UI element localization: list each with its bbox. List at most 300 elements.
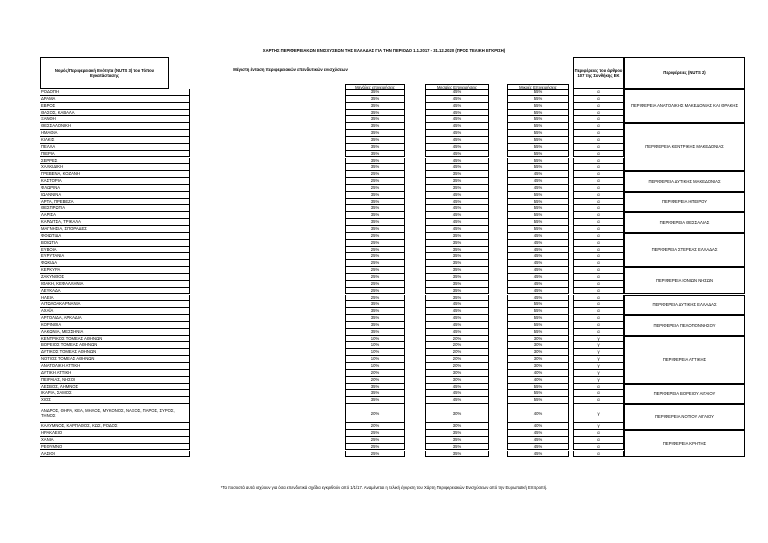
cell-area: ΚΟΡΙΝΘΙΑ — [40, 322, 190, 329]
cell-medium: 35% — [425, 274, 489, 281]
cell-large: 35% — [345, 199, 405, 206]
cell-area: ΑΡΤΑ, ΠΡΕΒΕΖΑ — [40, 199, 190, 206]
region-name: ΠΕΡΙΦΕΡΕΙΑ ΘΕΣΣΑΛΙΑΣ — [659, 219, 710, 225]
region-cell — [624, 336, 745, 384]
cell-medium: 45% — [425, 123, 489, 130]
table-row — [40, 390, 624, 397]
table-row — [40, 329, 624, 336]
cell-article: γ — [573, 363, 624, 370]
cell-article: α — [573, 96, 624, 103]
cell-area: ΕΥΡΥΤΑΝΙΑ — [40, 253, 190, 260]
cell-large: 25% — [345, 185, 405, 192]
cell-area: ΖΑΚΥΝΘΟΣ — [40, 274, 190, 281]
cell-area: ΡΟΔΟΠΗ — [40, 89, 190, 96]
table-row — [40, 178, 624, 185]
cell-area: ΙΘΑΚΗ, ΚΕΦΑΛΛΗΝΙΑ — [40, 281, 190, 288]
cell-large: 25% — [345, 178, 405, 185]
cell-small: 55% — [507, 329, 569, 336]
cell-small: 40% — [507, 377, 569, 384]
cell-article: γ — [573, 336, 624, 343]
cell-medium: 45% — [425, 164, 489, 171]
cell-small: 30% — [507, 349, 569, 356]
footnote: *Τα ποσοστά αυτά ισχύουν για όσα επενδυτικά σχέδια εγκριθούν από 1/1/17. Αναμένεται η τελική έγκριση του Χάρτη Περιφερειακών Ενισχύσεων από την Ευρωπαϊκή Επιτροπή. — [220, 485, 548, 490]
cell-large: 20% — [345, 370, 405, 377]
cell-article: α — [573, 192, 624, 199]
cell-article: α — [573, 384, 624, 391]
table-row — [40, 274, 624, 281]
cell-article: α — [573, 322, 624, 329]
table-row — [40, 116, 624, 123]
cell-large: 35% — [345, 301, 405, 308]
cell-small: 45% — [507, 430, 569, 437]
cell-area: ΑΙΤΩΛΟΑΚΑΡΝΑΝΙΑ — [40, 301, 190, 308]
cell-large: 35% — [345, 151, 405, 158]
cell-large: 35% — [345, 390, 405, 397]
cell-article: γ — [573, 342, 624, 349]
cell-medium: 45% — [425, 89, 489, 96]
table-row — [40, 253, 624, 260]
cell-medium: 45% — [425, 226, 489, 233]
cell-small: 45% — [507, 260, 569, 267]
cell-medium: 45% — [425, 137, 489, 144]
cell-large: 35% — [345, 205, 405, 212]
cell-large: 35% — [345, 384, 405, 391]
cell-medium: 20% — [425, 356, 489, 363]
cell-area: ΚΙΛΚΙΣ — [40, 137, 190, 144]
cell-article: α — [573, 329, 624, 336]
cell-area: ΙΩΑΝΝΙΝΑ — [40, 192, 190, 199]
header-article-label: Περιφέρειες του άρθρου 107 της Συνθήκης ΕΚ — [574, 67, 623, 78]
cell-article: α — [573, 260, 624, 267]
cell-large: 35% — [345, 322, 405, 329]
header-area-label: Νομός/Περιφερειακή Ενότητα (NUTS 3) του Τόπου Εγκατάστασης — [54, 67, 155, 78]
table-row — [40, 404, 624, 423]
cell-medium: 45% — [425, 384, 489, 391]
cell-area: ΛΑΡΙΣΑ — [40, 212, 190, 219]
cell-article: α — [573, 281, 624, 288]
table-row — [40, 377, 624, 384]
cell-article: α — [573, 185, 624, 192]
cell-area: ΛΕΥΚΑΔΑ — [40, 288, 190, 295]
cell-large: 25% — [345, 274, 405, 281]
cell-small: 30% — [507, 363, 569, 370]
cell-article: α — [573, 288, 624, 295]
cell-area: ΛΑΚΩΝΙΑ, ΜΕΣΣΗΝΙΑ — [40, 329, 190, 336]
cell-article: α — [573, 226, 624, 233]
table-row — [40, 384, 624, 391]
cell-large: 25% — [345, 171, 405, 178]
cell-area: ΦΩΚΙΔΑ — [40, 260, 190, 267]
table-row — [40, 226, 624, 233]
cell-article: α — [573, 451, 624, 458]
cell-article: α — [573, 308, 624, 315]
table-row — [40, 397, 624, 404]
cell-small: 45% — [507, 171, 569, 178]
cell-area: ΠΙΕΡΙΑ — [40, 151, 190, 158]
cell-small: 55% — [507, 89, 569, 96]
region-name: ΠΕΡΙΦΕΡΕΙΑ ΒΟΡΕΙΟΥ ΑΙΓΑΙΟΥ — [653, 391, 716, 397]
region-cell — [624, 212, 745, 233]
cell-area: ΧΑΝΙΑ — [40, 437, 190, 444]
cell-article: γ — [573, 356, 624, 363]
cell-small: 55% — [507, 158, 569, 165]
cell-medium: 35% — [425, 260, 489, 267]
cell-area: ΠΕΙΡΑΙΑΣ, ΝΗΣΟΙ — [40, 377, 190, 384]
cell-small: 55% — [507, 301, 569, 308]
cell-small: 40% — [507, 404, 569, 423]
table-row — [40, 301, 624, 308]
cell-small: 45% — [507, 288, 569, 295]
cell-small: 55% — [507, 164, 569, 171]
cell-small: 45% — [507, 274, 569, 281]
cell-large: 25% — [345, 240, 405, 247]
cell-medium: 45% — [425, 103, 489, 110]
cell-area: ΑΝΔΡΟΣ, ΘΗΡΑ, ΚΕΑ, ΜΗΛΟΣ, ΜΥΚΟΝΟΣ, ΝΑΞΟΣ, ΠΑΡΟΣ, ΣΥΡΟΣ, ΤΗΝΟΣ — [40, 404, 190, 423]
cell-article: α — [573, 144, 624, 151]
cell-article: α — [573, 137, 624, 144]
cell-medium: 45% — [425, 110, 489, 117]
table-row — [40, 240, 624, 247]
cell-medium: 20% — [425, 342, 489, 349]
cell-area: ΗΛΕΙΑ — [40, 295, 190, 302]
cell-large: 25% — [345, 295, 405, 302]
cell-large: 35% — [345, 158, 405, 165]
cell-article: α — [573, 178, 624, 185]
table-row — [40, 451, 624, 458]
cell-small: 45% — [507, 451, 569, 458]
cell-area: ΚΕΝΤΡΙΚΟΣ ΤΟΜΕΑΣ ΑΘΗΝΩΝ — [40, 336, 190, 343]
cell-area: ΦΘΙΩΤΙΔΑ — [40, 233, 190, 240]
cell-medium: 45% — [425, 308, 489, 315]
cell-large: 25% — [345, 451, 405, 458]
cell-small: 45% — [507, 178, 569, 185]
cell-medium: 45% — [425, 315, 489, 322]
cell-medium: 45% — [425, 301, 489, 308]
cell-area: ΧΙΟΣ — [40, 397, 190, 404]
table-row — [40, 233, 624, 240]
region-name: ΠΕΡΙΦΕΡΕΙΑ ΚΕΝΤΡΙΚΗΣ ΜΑΚΕΔΟΝΙΑΣ — [645, 144, 724, 150]
cell-small: 55% — [507, 144, 569, 151]
cell-medium: 45% — [425, 151, 489, 158]
table-row — [40, 130, 624, 137]
cell-article: α — [573, 212, 624, 219]
region-name: ΠΕΡΙΦΕΡΕΙΑ ΔΥΤΙΚΗΣ ΜΑΚΕΔΟΝΙΑΣ — [648, 178, 721, 184]
cell-article: α — [573, 430, 624, 437]
header-region-label: Περιφέρειες (NUTS 2) — [663, 70, 706, 76]
cell-area: ΛΕΣΒΟΣ, ΛΗΜΝΟΣ — [40, 384, 190, 391]
cell-large: 35% — [345, 315, 405, 322]
region-cell — [624, 404, 745, 430]
cell-medium: 35% — [425, 247, 489, 254]
cell-small: 45% — [507, 281, 569, 288]
cell-medium: 30% — [425, 404, 489, 423]
cell-area: ΠΕΛΛΑ — [40, 144, 190, 151]
cell-large: 35% — [345, 329, 405, 336]
cell-article: α — [573, 444, 624, 451]
cell-article: α — [573, 116, 624, 123]
cell-large: 35% — [345, 123, 405, 130]
cell-area: ΗΜΑΘΙΑ — [40, 130, 190, 137]
cell-article: γ — [573, 377, 624, 384]
cell-large: 35% — [345, 397, 405, 404]
table-row — [40, 437, 624, 444]
table-row — [40, 363, 624, 370]
cell-medium: 35% — [425, 240, 489, 247]
cell-article: α — [573, 301, 624, 308]
cell-article: α — [573, 390, 624, 397]
header-area — [40, 57, 169, 89]
cell-large: 25% — [345, 430, 405, 437]
cell-area: ΧΑΛΚΙΔΙΚΗ — [40, 164, 190, 171]
cell-small: 45% — [507, 247, 569, 254]
cell-article: α — [573, 89, 624, 96]
cell-medium: 35% — [425, 444, 489, 451]
cell-small: 55% — [507, 390, 569, 397]
cell-large: 35% — [345, 212, 405, 219]
cell-area: ΛΑΣΙΘΙ — [40, 451, 190, 458]
cell-large: 25% — [345, 288, 405, 295]
region-name: ΠΕΡΙΦΕΡΕΙΑ ΚΡΗΤΗΣ — [662, 440, 707, 446]
cell-small: 55% — [507, 212, 569, 219]
table-row — [40, 185, 624, 192]
cell-small: 55% — [507, 315, 569, 322]
header-region — [624, 57, 745, 89]
cell-area: ΔΥΤΙΚΟΣ ΤΟΜΕΑΣ ΑΘΗΝΩΝ — [40, 349, 190, 356]
cell-medium: 35% — [425, 281, 489, 288]
table-row — [40, 171, 624, 178]
cell-large: 25% — [345, 233, 405, 240]
subheader-medium: Μεσαίες Επιχειρήσεις — [425, 84, 489, 90]
cell-large: 35% — [345, 103, 405, 110]
region-name: ΠΕΡΙΦΕΡΕΙΑ ΠΕΛΟΠΟΝΝΗΣΟΥ — [653, 322, 716, 328]
table-row — [40, 137, 624, 144]
cell-article: γ — [573, 404, 624, 423]
table-row — [40, 164, 624, 171]
cell-article: γ — [573, 423, 624, 430]
cell-medium: 35% — [425, 253, 489, 260]
table-row — [40, 144, 624, 151]
region-cell — [624, 233, 745, 267]
cell-large: 10% — [345, 342, 405, 349]
region-cell — [624, 267, 745, 294]
cell-article: α — [573, 219, 624, 226]
table-row — [40, 281, 624, 288]
cell-area: ΘΕΣΠΡΩΤΙΑ — [40, 205, 190, 212]
cell-area: ΦΛΩΡΙΝΑ — [40, 185, 190, 192]
cell-article: α — [573, 151, 624, 158]
cell-medium: 45% — [425, 212, 489, 219]
cell-medium: 35% — [425, 178, 489, 185]
table-row — [40, 103, 624, 110]
cell-large: 20% — [345, 377, 405, 384]
region-cell — [624, 123, 745, 171]
cell-medium: 45% — [425, 329, 489, 336]
subheader-small: Μικρές Επιχειρήσεις — [507, 84, 569, 90]
cell-area: ΚΑΡΔΙΤΣΑ, ΤΡΙΚΑΛΑ — [40, 219, 190, 226]
table-row — [40, 158, 624, 165]
cell-large: 10% — [345, 363, 405, 370]
cell-medium: 30% — [425, 370, 489, 377]
region-name: ΠΕΡΙΦΕΡΕΙΑ ΝΟΤΙΟΥ ΑΙΓΑΙΟΥ — [655, 414, 714, 420]
cell-small: 55% — [507, 219, 569, 226]
header-article — [573, 57, 624, 89]
table-row — [40, 199, 624, 206]
cell-article: α — [573, 233, 624, 240]
cell-article: α — [573, 437, 624, 444]
region-cell — [624, 315, 745, 336]
table-row — [40, 356, 624, 363]
region-name: ΠΕΡΙΦΕΡΕΙΑ ΑΤΤΙΚΗΣ — [662, 356, 707, 362]
cell-area: ΔΡΑΜΑ — [40, 96, 190, 103]
cell-area: ΗΡΑΚΛΕΙΟ — [40, 430, 190, 437]
table-row — [40, 349, 624, 356]
cell-area: ΣΕΡΡΕΣ — [40, 158, 190, 165]
cell-large: 25% — [345, 267, 405, 274]
cell-large: 25% — [345, 437, 405, 444]
cell-small: 40% — [507, 370, 569, 377]
cell-medium: 45% — [425, 158, 489, 165]
cell-medium: 35% — [425, 430, 489, 437]
cell-large: 35% — [345, 164, 405, 171]
cell-medium: 45% — [425, 192, 489, 199]
cell-small: 55% — [507, 96, 569, 103]
cell-article: α — [573, 103, 624, 110]
cell-article: α — [573, 130, 624, 137]
cell-small: 55% — [507, 192, 569, 199]
cell-medium: 45% — [425, 199, 489, 206]
cell-article: α — [573, 123, 624, 130]
cell-large: 35% — [345, 137, 405, 144]
cell-small: 45% — [507, 233, 569, 240]
table-row — [40, 336, 624, 343]
table-row — [40, 151, 624, 158]
cell-large: 20% — [345, 423, 405, 430]
cell-medium: 45% — [425, 116, 489, 123]
table-row — [40, 123, 624, 130]
cell-area: ΘΑΣΟΣ, ΚΑΒΑΛΑ — [40, 110, 190, 117]
cell-medium: 35% — [425, 295, 489, 302]
table-row — [40, 423, 624, 430]
region-cell — [624, 89, 745, 123]
cell-area: ΘΕΣΣΑΛΟΝΙΚΗ — [40, 123, 190, 130]
cell-large: 35% — [345, 110, 405, 117]
header-intensity — [169, 57, 412, 82]
cell-small: 55% — [507, 397, 569, 404]
region-name: ΠΕΡΙΦΕΡΕΙΑ ΣΤΕΡΕΑΣ ΕΛΛΑΔΑΣ — [651, 247, 718, 253]
cell-article: α — [573, 110, 624, 117]
cell-medium: 30% — [425, 423, 489, 430]
cell-article: α — [573, 397, 624, 404]
cell-area: ΙΚΑΡΙΑ, ΣΑΜΟΣ — [40, 390, 190, 397]
cell-area: ΓΡΕΒΕΝΑ, ΚΟΖΑΝΗ — [40, 171, 190, 178]
table-row — [40, 430, 624, 437]
cell-article: α — [573, 199, 624, 206]
cell-article: α — [573, 164, 624, 171]
cell-area: ΝΟΤΙΟΣ ΤΟΜΕΑΣ ΑΘΗΝΩΝ — [40, 356, 190, 363]
cell-small: 55% — [507, 130, 569, 137]
cell-small: 30% — [507, 356, 569, 363]
cell-large: 35% — [345, 130, 405, 137]
subheader-large: Μεγάλες επιχειρήσεις — [345, 84, 405, 90]
cell-large: 35% — [345, 89, 405, 96]
cell-small: 55% — [507, 103, 569, 110]
cell-small: 45% — [507, 253, 569, 260]
cell-article: α — [573, 253, 624, 260]
cell-area: ΚΑΣΤΟΡΙΑ — [40, 178, 190, 185]
cell-small: 55% — [507, 110, 569, 117]
cell-small: 30% — [507, 342, 569, 349]
table-row — [40, 267, 624, 274]
cell-area: ΒΟΙΩΤΙΑ — [40, 240, 190, 247]
cell-large: 25% — [345, 253, 405, 260]
cell-area: ΕΒΡΟΣ — [40, 103, 190, 110]
cell-small: 55% — [507, 116, 569, 123]
cell-small: 45% — [507, 185, 569, 192]
region-cell — [624, 192, 745, 213]
cell-small: 55% — [507, 151, 569, 158]
cell-small: 45% — [507, 295, 569, 302]
cell-medium: 45% — [425, 205, 489, 212]
table-row — [40, 247, 624, 254]
cell-medium: 35% — [425, 437, 489, 444]
cell-small: 45% — [507, 444, 569, 451]
cell-small: 45% — [507, 437, 569, 444]
cell-medium: 45% — [425, 390, 489, 397]
cell-medium: 35% — [425, 233, 489, 240]
cell-article: α — [573, 295, 624, 302]
cell-medium: 35% — [425, 451, 489, 458]
table-row — [40, 192, 624, 199]
cell-large: 35% — [345, 226, 405, 233]
cell-large: 35% — [345, 116, 405, 123]
cell-medium: 45% — [425, 96, 489, 103]
cell-medium: 45% — [425, 144, 489, 151]
cell-medium: 20% — [425, 363, 489, 370]
cell-medium: 35% — [425, 171, 489, 178]
cell-large: 35% — [345, 308, 405, 315]
cell-large: 10% — [345, 356, 405, 363]
table-row — [40, 205, 624, 212]
cell-large: 25% — [345, 444, 405, 451]
cell-medium: 35% — [425, 267, 489, 274]
region-cell — [624, 171, 745, 192]
table-row — [40, 288, 624, 295]
cell-area: ΕΥΒΟΙΑ — [40, 247, 190, 254]
cell-small: 55% — [507, 322, 569, 329]
table-row — [40, 96, 624, 103]
table-row — [40, 219, 624, 226]
cell-large: 35% — [345, 144, 405, 151]
cell-area: ΜΑΓΝΗΣΙΑ, ΣΠΟΡΑΔΕΣ — [40, 226, 190, 233]
cell-small: 55% — [507, 123, 569, 130]
cell-small: 30% — [507, 336, 569, 343]
cell-large: 25% — [345, 281, 405, 288]
table-row — [40, 315, 624, 322]
cell-article: α — [573, 315, 624, 322]
cell-medium: 45% — [425, 219, 489, 226]
table-row — [40, 260, 624, 267]
table-row — [40, 295, 624, 302]
cell-area: ΔΥΤΙΚΗ ΑΤΤΙΚΗ — [40, 370, 190, 377]
cell-medium: 35% — [425, 185, 489, 192]
cell-small: 55% — [507, 308, 569, 315]
cell-article: α — [573, 267, 624, 274]
cell-medium: 45% — [425, 322, 489, 329]
header-intensity-label: Μέγιστη ένταση περιφερειακών επενδυτικών ενισχύσεων — [233, 66, 348, 72]
cell-medium: 45% — [425, 130, 489, 137]
region-name: ΠΕΡΙΦΕΡΕΙΑ ΔΥΤΙΚΗΣ ΕΛΛΑΔΑΣ — [652, 302, 717, 308]
cell-large: 35% — [345, 96, 405, 103]
